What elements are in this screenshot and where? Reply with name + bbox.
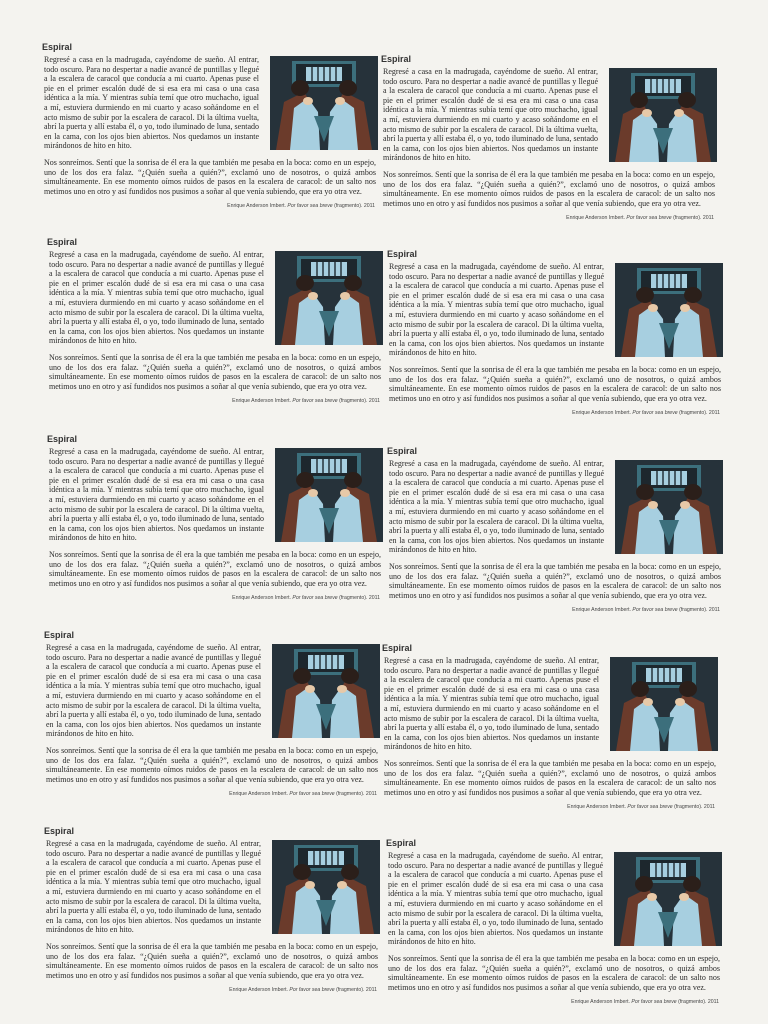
credit-author: Enrique Anderson Imbert. [571, 999, 630, 1005]
story-title: Espiral [387, 249, 418, 259]
story-title: Espiral [42, 42, 73, 52]
story-title: Espiral [386, 838, 417, 848]
story-credit [572, 410, 720, 416]
story-block [387, 249, 722, 429]
credit-rest: (fragmento). 2011 [673, 215, 714, 221]
story-block [381, 54, 716, 234]
two-boys-mirror-illustration-icon [275, 251, 383, 345]
story-paragraph-1: Regresé a casa en la madrugada, cayéndome de sueño. Al entrar, todo oscuro. Para no despertar a nadie avancé de puntillas y llegué a la escalera de caracol que conducía a mi cuarto. Apenas puse el pie en el primer escalón dudé de si esa era mi casa o una casa idéntica a la mía. Y mientras subía temí que otro muchacho, igual a mí, estuviera durmiendo en mi cuarto y acaso soñándome en el acto mismo de subir por la escalera de caracol. Di la última vuelta, abrí la puerta y allí estaba él, o yo, todo iluminado de luna, sentado en la cama, con los ojos bien abiertos. Nos quedamos un instante mirándonos de hito en hito. [49, 447, 264, 543]
story-paragraph-2: Nos sonreímos. Sentí que la sonrisa de él era la que también me pesaba en la boca: como en un espejo, uno de los dos era falaz. “¿Quién sueña a quién?”, exclamó uno de nosotros, o quizá ambos simultáneamente. En ese momento oímos ruidos de pasos en la escalera de caracol: de un salto nos metimos uno en otro y así fundidos nos pusimos a soñar al que venía subiendo, que era yo otra vez. [46, 942, 378, 980]
story-title: Espiral [47, 434, 78, 444]
credit-rest: (fragmento). 2011 [679, 410, 720, 416]
story-block [387, 446, 722, 626]
story-title: Espiral [47, 237, 78, 247]
story-paragraph-2: Nos sonreímos. Sentí que la sonrisa de él era la que también me pesaba en la boca: como en un espejo, uno de los dos era falaz. “¿Quién sueña a quién?”, exclamó uno de nosotros, o quizá ambos simultáneamente. En ese momento oímos ruidos de pasos en la escalera de caracol: de un salto nos metimos uno en otro y así fundidos nos pusimos a soñar al que venía subiendo, que era yo otra vez. [388, 954, 720, 992]
credit-book: Por favor sea breve [287, 203, 333, 209]
credit-author: Enrique Anderson Imbert. [229, 791, 288, 797]
story-credit [567, 804, 715, 810]
two-boys-mirror-illustration-icon [615, 263, 723, 357]
credit-book: Por favor sea breve [292, 398, 338, 404]
credit-author: Enrique Anderson Imbert. [572, 410, 631, 416]
story-paragraph-1: Regresé a casa en la madrugada, cayéndome de sueño. Al entrar, todo oscuro. Para no despertar a nadie avancé de puntillas y llegué a la escalera de caracol que conducía a mi cuarto. Apenas puse el pie en el primer escalón dudé de si esa era mi casa o una casa idéntica a la mía. Y mientras subía temí que otro muchacho, igual a mí, estuviera durmiendo en mi cuarto y acaso soñándome en el acto mismo de subir por la escalera de caracol. Di la última vuelta, abrí la puerta y allí estaba él, o yo, todo iluminado de luna, sentado en la cama, con los ojos bien abiertos. Nos quedamos un instante mirándonos de hito en hito. [389, 459, 604, 555]
two-boys-mirror-illustration-icon [275, 448, 383, 542]
story-title: Espiral [381, 54, 412, 64]
credit-book: Por favor sea breve [289, 791, 335, 797]
credit-book: Por favor sea breve [627, 804, 673, 810]
story-paragraph-2: Nos sonreímos. Sentí que la sonrisa de él era la que también me pesaba en la boca: como en un espejo, uno de los dos era falaz. “¿Quién sueña a quién?”, exclamó uno de nosotros, o quizá ambos simultáneamente. En ese momento oímos ruidos de pasos en la escalera de caracol: de un salto nos metimos uno en otro y así fundidos nos pusimos a soñar al que venía subiendo, que era yo otra vez. [384, 759, 716, 797]
story-paragraph-2: Nos sonreímos. Sentí que la sonrisa de él era la que también me pesaba en la boca: como en un espejo, uno de los dos era falaz. “¿Quién sueña a quién?”, exclamó uno de nosotros, o quizá ambos simultáneamente. En ese momento oímos ruidos de pasos en la escalera de caracol: de un salto nos metimos uno en otro y así fundidos nos pusimos a soñar al que venía subiendo, que era yo otra vez. [44, 158, 376, 196]
story-paragraph-1: Regresé a casa en la madrugada, cayéndome de sueño. Al entrar, todo oscuro. Para no despertar a nadie avancé de puntillas y llegué a la escalera de caracol que conducía a mi cuarto. Apenas puse el pie en el primer escalón dudé de si esa era mi casa o una casa idéntica a la mía. Y mientras subía temí que otro muchacho, igual a mí, estuviera durmiendo en mi cuarto y acaso soñándome en el acto mismo de subir por la escalera de caracol. Di la última vuelta, abrí la puerta y allí estaba él, o yo, todo iluminado de luna, sentado en la cama, con los ojos bien abiertos. Nos quedamos un instante mirándonos de hito en hito. [49, 250, 264, 346]
two-boys-mirror-illustration-icon [272, 644, 380, 738]
story-title: Espiral [387, 446, 418, 456]
credit-book: Por favor sea breve [289, 987, 335, 993]
credit-book: Por favor sea breve [632, 607, 678, 613]
two-boys-mirror-illustration-icon [270, 56, 378, 150]
two-boys-mirror-illustration-icon [272, 840, 380, 934]
credit-rest: (fragmento). 2011 [679, 607, 720, 613]
story-title: Espiral [44, 826, 75, 836]
story-block [386, 838, 721, 1018]
story-paragraph-1: Regresé a casa en la madrugada, cayéndome de sueño. Al entrar, todo oscuro. Para no despertar a nadie avancé de puntillas y llegué a la escalera de caracol que conducía a mi cuarto. Apenas puse el pie en el primer escalón dudé de si esa era mi casa o una casa idéntica a la mía. Y mientras subía temí que otro muchacho, igual a mí, estuviera durmiendo en mi cuarto y acaso soñándome en el acto mismo de subir por la escalera de caracol. Di la última vuelta, abrí la puerta y allí estaba él, o yo, todo iluminado de luna, sentado en la cama, con los ojos bien abiertos. Nos quedamos un instante mirándonos de hito en hito. [46, 839, 261, 935]
story-paragraph-1: Regresé a casa en la madrugada, cayéndome de sueño. Al entrar, todo oscuro. Para no despertar a nadie avancé de puntillas y llegué a la escalera de caracol que conducía a mi cuarto. Apenas puse el pie en el primer escalón dudé de si esa era mi casa o una casa idéntica a la mía. Y mientras subía temí que otro muchacho, igual a mí, estuviera durmiendo en mi cuarto y acaso soñándome en el acto mismo de subir por la escalera de caracol. Di la última vuelta, abrí la puerta y allí estaba él, o yo, todo iluminado de luna, sentado en la cama, con los ojos bien abiertos. Nos quedamos un instante mirándonos de hito en hito. [46, 643, 261, 739]
credit-book: Por favor sea breve [631, 999, 677, 1005]
story-block [44, 826, 379, 1006]
story-title: Espiral [44, 630, 75, 640]
credit-author: Enrique Anderson Imbert. [232, 595, 291, 601]
story-paragraph-2: Nos sonreímos. Sentí que la sonrisa de él era la que también me pesaba en la boca: como en un espejo, uno de los dos era falaz. “¿Quién sueña a quién?”, exclamó uno de nosotros, o quizá ambos simultáneamente. En ese momento oímos ruidos de pasos en la escalera de caracol: de un salto nos metimos uno en otro y así fundidos nos pusimos a soñar al que venía subiendo, que era yo otra vez. [383, 170, 715, 208]
story-credit [566, 215, 714, 221]
credit-rest: (fragmento). 2011 [674, 804, 715, 810]
credit-rest: (fragmento). 2011 [336, 987, 377, 993]
two-boys-mirror-illustration-icon [615, 460, 723, 554]
credit-author: Enrique Anderson Imbert. [566, 215, 625, 221]
story-paragraph-1: Regresé a casa en la madrugada, cayéndome de sueño. Al entrar, todo oscuro. Para no despertar a nadie avancé de puntillas y llegué a la escalera de caracol que conducía a mi cuarto. Apenas puse el pie en el primer escalón dudé de si esa era mi casa o una casa idéntica a la mía. Y mientras subía temí que otro muchacho, igual a mí, estuviera durmiendo en mi cuarto y acaso soñándome en el acto mismo de subir por la escalera de caracol. Di la última vuelta, abrí la puerta y allí estaba él, o yo, todo iluminado de luna, sentado en la cama, con los ojos bien abiertos. Nos quedamos un instante mirándonos de hito en hito. [44, 55, 259, 151]
credit-book: Por favor sea breve [626, 215, 672, 221]
story-block [382, 643, 717, 823]
story-paragraph-2: Nos sonreímos. Sentí que la sonrisa de él era la que también me pesaba en la boca: como en un espejo, uno de los dos era falaz. “¿Quién sueña a quién?”, exclamó uno de nosotros, o quizá ambos simultáneamente. En ese momento oímos ruidos de pasos en la escalera de caracol: de un salto nos metimos uno en otro y así fundidos nos pusimos a soñar al que venía subiendo, que era yo otra vez. [49, 353, 381, 391]
story-paragraph-1: Regresé a casa en la madrugada, cayéndome de sueño. Al entrar, todo oscuro. Para no despertar a nadie avancé de puntillas y llegué a la escalera de caracol que conducía a mi cuarto. Apenas puse el pie en el primer escalón dudé de si esa era mi casa o una casa idéntica a la mía. Y mientras subía temí que otro muchacho, igual a mí, estuviera durmiendo en mi cuarto y acaso soñándome en el acto mismo de subir por la escalera de caracol. Di la última vuelta, abrí la puerta y allí estaba él, o yo, todo iluminado de luna, sentado en la cama, con los ojos bien abiertos. Nos quedamos un instante mirándonos de hito en hito. [384, 656, 599, 752]
story-block [47, 434, 382, 614]
story-credit [232, 595, 380, 601]
credit-author: Enrique Anderson Imbert. [572, 607, 631, 613]
story-credit [229, 791, 377, 797]
story-block [47, 237, 382, 417]
story-paragraph-1: Regresé a casa en la madrugada, cayéndome de sueño. Al entrar, todo oscuro. Para no despertar a nadie avancé de puntillas y llegué a la escalera de caracol que conducía a mi cuarto. Apenas puse el pie en el primer escalón dudé de si esa era mi casa o una casa idéntica a la mía. Y mientras subía temí que otro muchacho, igual a mí, estuviera durmiendo en mi cuarto y acaso soñándome en el acto mismo de subir por la escalera de caracol. Di la última vuelta, abrí la puerta y allí estaba él, o yo, todo iluminado de luna, sentado en la cama, con los ojos bien abiertos. Nos quedamos un instante mirándonos de hito en hito. [389, 262, 604, 358]
story-credit [572, 607, 720, 613]
story-paragraph-2: Nos sonreímos. Sentí que la sonrisa de él era la que también me pesaba en la boca: como en un espejo, uno de los dos era falaz. “¿Quién sueña a quién?”, exclamó uno de nosotros, o quizá ambos simultáneamente. En ese momento oímos ruidos de pasos en la escalera de caracol: de un salto nos metimos uno en otro y así fundidos nos pusimos a soñar al que venía subiendo, que era yo otra vez. [49, 550, 381, 588]
credit-author: Enrique Anderson Imbert. [227, 203, 286, 209]
credit-author: Enrique Anderson Imbert. [229, 987, 288, 993]
story-block [44, 630, 379, 810]
story-paragraph-2: Nos sonreímos. Sentí que la sonrisa de él era la que también me pesaba en la boca: como en un espejo, uno de los dos era falaz. “¿Quién sueña a quién?”, exclamó uno de nosotros, o quizá ambos simultáneamente. En ese momento oímos ruidos de pasos en la escalera de caracol: de un salto nos metimos uno en otro y así fundidos nos pusimos a soñar al que venía subiendo, que era yo otra vez. [389, 562, 721, 600]
story-paragraph-2: Nos sonreímos. Sentí que la sonrisa de él era la que también me pesaba en la boca: como en un espejo, uno de los dos era falaz. “¿Quién sueña a quién?”, exclamó uno de nosotros, o quizá ambos simultáneamente. En ese momento oímos ruidos de pasos en la escalera de caracol: de un salto nos metimos uno en otro y así fundidos nos pusimos a soñar al que venía subiendo, que era yo otra vez. [389, 365, 721, 403]
credit-author: Enrique Anderson Imbert. [232, 398, 291, 404]
story-credit [232, 398, 380, 404]
credit-author: Enrique Anderson Imbert. [567, 804, 626, 810]
credit-rest: (fragmento). 2011 [336, 791, 377, 797]
story-paragraph-1: Regresé a casa en la madrugada, cayéndome de sueño. Al entrar, todo oscuro. Para no despertar a nadie avancé de puntillas y llegué a la escalera de caracol que conducía a mi cuarto. Apenas puse el pie en el primer escalón dudé de si esa era mi casa o una casa idéntica a la mía. Y mientras subía temí que otro muchacho, igual a mí, estuviera durmiendo en mi cuarto y acaso soñándome en el acto mismo de subir por la escalera de caracol. Di la última vuelta, abrí la puerta y allí estaba él, o yo, todo iluminado de luna, sentado en la cama, con los ojos bien abiertos. Nos quedamos un instante mirándonos de hito en hito. [383, 67, 598, 163]
two-boys-mirror-illustration-icon [610, 657, 718, 751]
story-paragraph-1: Regresé a casa en la madrugada, cayéndome de sueño. Al entrar, todo oscuro. Para no despertar a nadie avancé de puntillas y llegué a la escalera de caracol que conducía a mi cuarto. Apenas puse el pie en el primer escalón dudé de si esa era mi casa o una casa idéntica a la mía. Y mientras subía temí que otro muchacho, igual a mí, estuviera durmiendo en mi cuarto y acaso soñándome en el acto mismo de subir por la escalera de caracol. Di la última vuelta, abrí la puerta y allí estaba él, o yo, todo iluminado de luna, sentado en la cama, con los ojos bien abiertos. Nos quedamos un instante mirándonos de hito en hito. [388, 851, 603, 947]
story-credit [227, 203, 375, 209]
credit-rest: (fragmento). 2011 [339, 398, 380, 404]
credit-rest: (fragmento). 2011 [334, 203, 375, 209]
story-paragraph-2: Nos sonreímos. Sentí que la sonrisa de él era la que también me pesaba en la boca: como en un espejo, uno de los dos era falaz. “¿Quién sueña a quién?”, exclamó uno de nosotros, o quizá ambos simultáneamente. En ese momento oímos ruidos de pasos en la escalera de caracol: de un salto nos metimos uno en otro y así fundidos nos pusimos a soñar al que venía subiendo, que era yo otra vez. [46, 746, 378, 784]
story-title: Espiral [382, 643, 413, 653]
two-boys-mirror-illustration-icon [609, 68, 717, 162]
credit-book: Por favor sea breve [292, 595, 338, 601]
credit-rest: (fragmento). 2011 [678, 999, 719, 1005]
story-credit [229, 987, 377, 993]
story-block [42, 42, 377, 222]
story-credit [571, 999, 719, 1005]
credit-book: Por favor sea breve [632, 410, 678, 416]
credit-rest: (fragmento). 2011 [339, 595, 380, 601]
two-boys-mirror-illustration-icon [614, 852, 722, 946]
